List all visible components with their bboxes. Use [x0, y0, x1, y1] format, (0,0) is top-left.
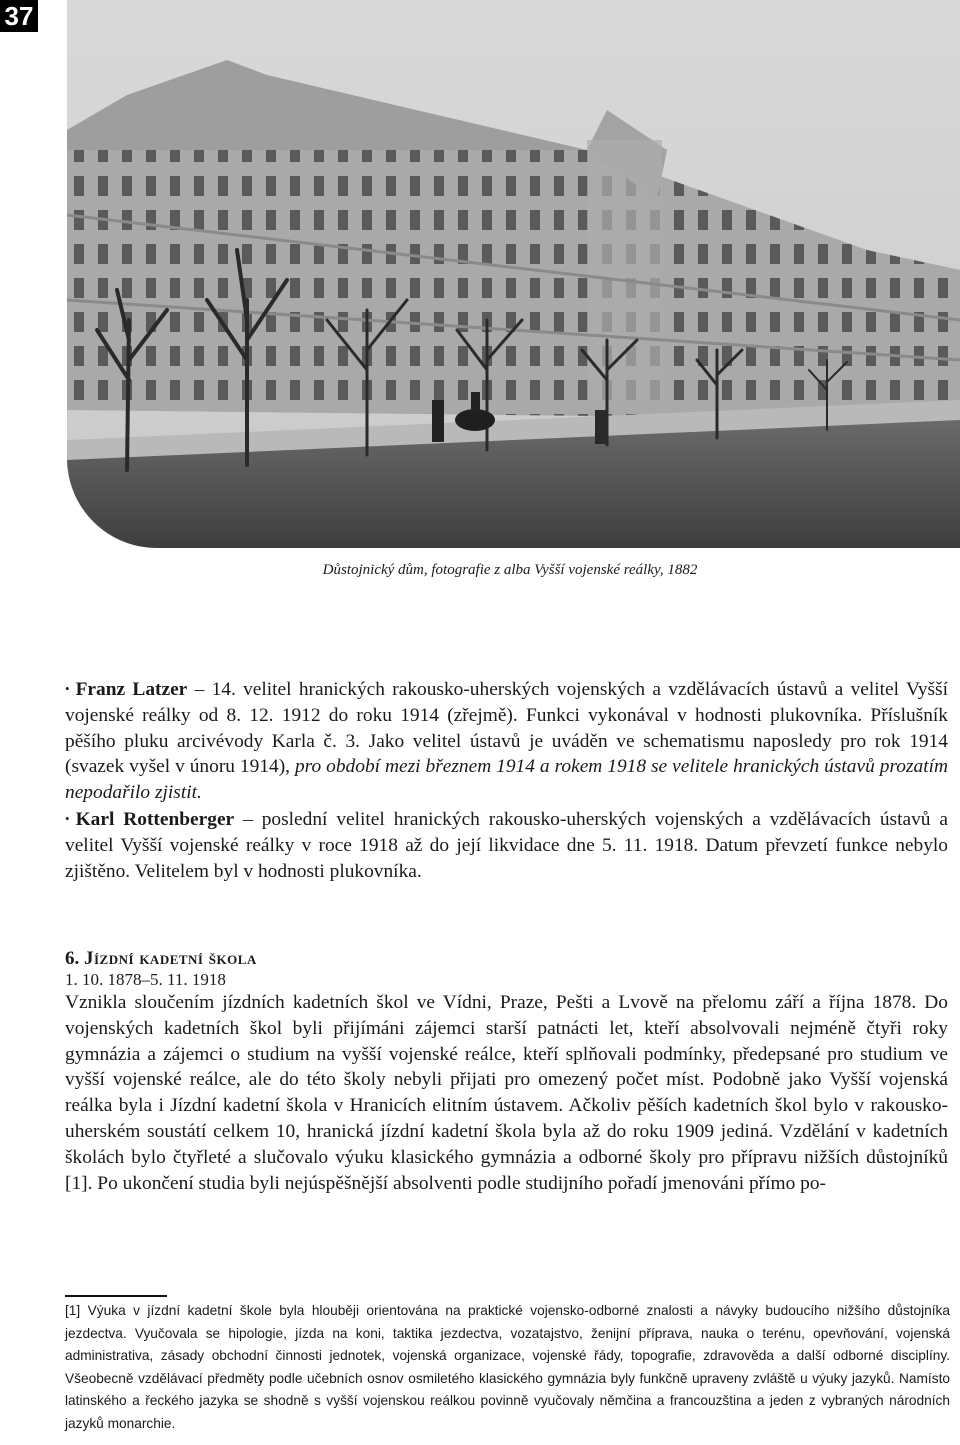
section-6	[65, 948, 948, 1196]
section-dates: 1. 10. 1878–5. 11. 1918	[65, 970, 226, 989]
section-number: 6.	[65, 948, 80, 969]
entry-name: Karl Rottenberger	[75, 808, 235, 830]
section-title: Jízdní kadetní škola	[84, 948, 257, 969]
historical-photo	[67, 0, 960, 548]
entry-note: pro období mezi březnem 1914 a rokem 1918 se velitele hranických ústavů prozatím nepodařilo zjistit.	[65, 756, 948, 804]
footnote-divider	[65, 1295, 167, 1297]
section-body: Vznikla sloučením jízdních kadetních škol ve Vídni, Praze, Pešti a Lvově na přelomu září a října 1878. Do vojenských kadetních škol byli přijímáni zájemci starší patnácti let, kteří absolvovali nejméně čtyři roky gymnázia a zájemci o studium na vyšší vojenské reálce, kteří splňovali podmínky, předepsané pro studium ve vyšší vojenské reálce, ale do této školy nebyli přijati pro omezený počet míst. Podobně jako Vyšší vojenská reálka byla i Jízdní kadetní škola v Hranicích elitním ústavem. Ačkoliv pěších kadetních škol bylo v rakousko-uherském soustátí celkem 10, hranická jízdní kadetní škola byla až do roku 1909 jediná. Vzdělání v kadetních školách bylo čtyřleté a slučovalo výuku klasického gymnázia a odborné školy pro přípravu nižších důstojníků [1]. Po ukončení studia byli nejúspěšnější absolventi podle studijního pořadí jmenováni přímo po-	[65, 992, 948, 1194]
entry-rottenberger	[65, 806, 948, 884]
photo-illustration	[67, 0, 960, 548]
entry-latzer	[65, 676, 948, 806]
footnote: [1] Výuka v jízdní kadetní škole byla hlouběji orientována na praktické vojensko-odborné znalosti a návyky budoucího nižšího důstojníka jezdectva. Vyučovala se hipologie, jízda na koni, taktika jezdectva, vozatajstvo, ženijní příprava, nauka o terénu, opevňování, vojenská administrativa, zásady obchodní činnosti jednotek, vojenská organizace, vojenské řády, topografie, zdravověda a další odborné disciplíny. Všeobecně vzdělávací předměty podle učebních osnov osmiletého klasického gymnázia byly funkčně upraveny zvláště u výuky jazyků. Namísto latinského a řeckého jazyka se shodně s vyšší vojenskou reálkou povinně vyučovaly němčina a francouzština a jeden z vybraných národních jazyků monarchie.	[65, 1303, 950, 1431]
page-number: 37	[0, 0, 38, 32]
section-heading	[65, 948, 948, 970]
bullet-icon: •	[65, 681, 70, 696]
entry-text: – 14. velitel hranických rakousko-uherských vojenských a vzdělávacích ústavů a velitel Vyšší vojenské reálky od 8. 12. 1912 do roku 1914 (zřejmě). Funkci vykonával v hodnosti plukovníka. Příslušník pěšího pluku arcivévody Karla č. 3. Jako velitel ústavů je uváděn ve schematismu naposledy pro rok 1914 (svazek vyšel v únoru 1914),	[65, 679, 948, 778]
entry-name: Franz Latzer	[75, 679, 188, 700]
commander-list	[65, 676, 948, 884]
entry-text: – poslední velitel hranických rakousko-uherských vojenských a vzdělávacích ústavů a velitel Vyšší vojenské reálky v roce 1918 až do její likvidace dne 5. 11. 1918. Datum převzetí funkce nebylo zjištěno. Velitelem byl v hodnosti plukovníka.	[65, 808, 948, 882]
bullet-icon: •	[65, 810, 70, 826]
photo-caption: Důstojnický dům, fotografie z alba Vyšší vojenské reálky, 1882	[322, 562, 698, 578]
